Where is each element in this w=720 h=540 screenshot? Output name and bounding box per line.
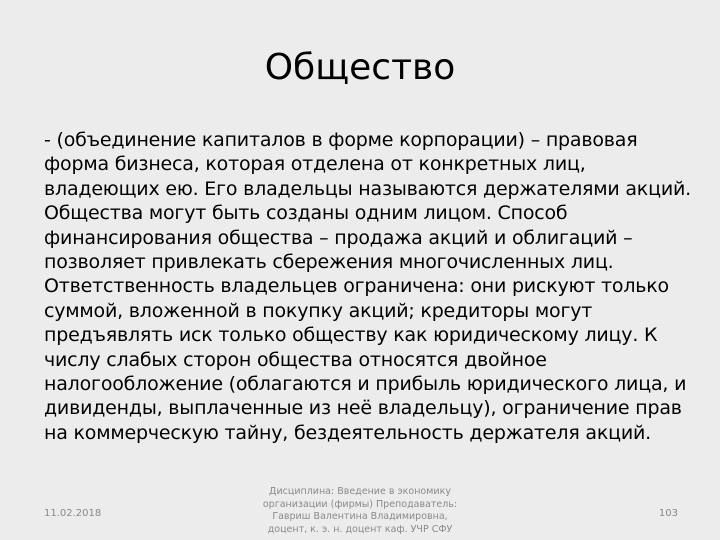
footer-course-line: организации (фирмы) Преподаватель: <box>262 498 458 510</box>
footer-course-line: Дисциплина: Введение в экономику <box>269 486 451 497</box>
footer-date: 11.02.2018 <box>44 508 102 519</box>
slide-title: Общество <box>264 47 456 88</box>
page-number: 103 <box>658 508 678 519</box>
footer-course-line: доцент, к. э. н. доцент каф. УЧР СФУ <box>267 523 453 535</box>
footer-course-info <box>250 486 470 540</box>
footer-course-line: Гавриш Валентина Владимировна, <box>272 511 448 522</box>
slide-body-text: - (объединение капиталов в форме корпорации) – правовая форма бизнеса, которая отделена от конкретных лиц, владеющих ею. Его владельцы называются держателями акций. Общества могут быть созданы одним лицом. Способ финансирования общества – продажа акций и облигаций – позволяет привлекать сбережения многочисленных лиц. Ответственность владельцев ограничена: они рискуют только суммой, вложенной в покупку акций; кредиторы могут предъявлять иск только обществу как юридическому лицу. К числу слабых сторон общества относятся двойное налогообложение (облагаются и прибыль юридического лица, и дивиденды, выплаченные из неё владельцу), ограничение прав на коммерческую тайну, бездеятельность держателя акций. <box>44 129 691 444</box>
